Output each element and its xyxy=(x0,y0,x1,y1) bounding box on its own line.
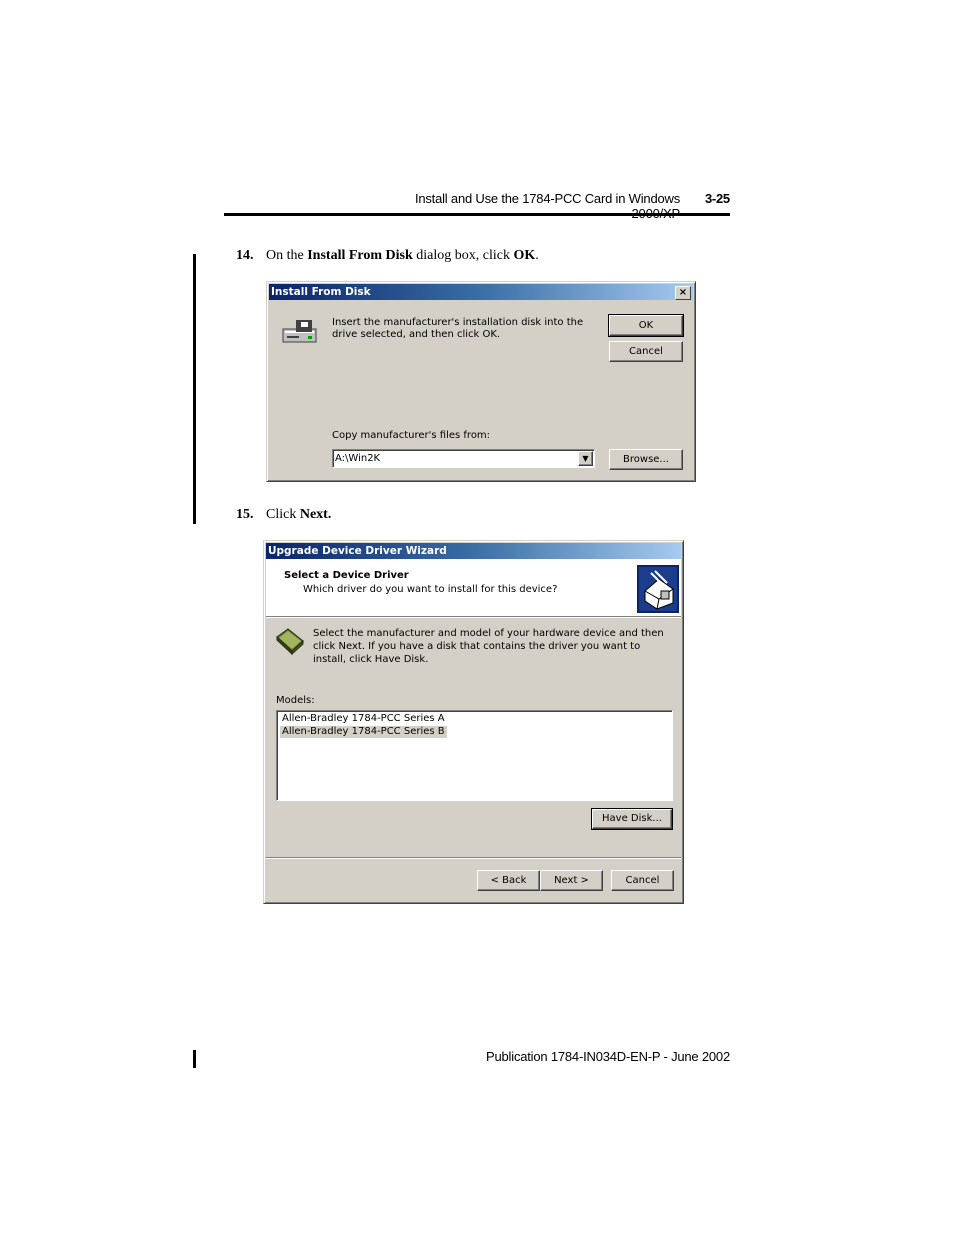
chevron-down-icon[interactable]: ▼ xyxy=(578,451,593,466)
step-15 xyxy=(236,507,331,523)
list-item-selected[interactable]: Allen-Bradley 1784-PCC Series B xyxy=(282,726,445,737)
driver-wizard-icon xyxy=(637,565,679,613)
ok-button[interactable]: OK xyxy=(609,315,683,336)
header-rule xyxy=(224,213,730,216)
dialog-title: Install From Disk xyxy=(271,286,371,298)
browse-button[interactable]: Browse... xyxy=(609,449,683,470)
step-bold-ok: OK xyxy=(513,248,536,263)
models-list[interactable] xyxy=(276,710,673,801)
back-button[interactable]: < Back xyxy=(477,870,540,891)
change-bar-footer xyxy=(193,1050,196,1068)
wizard-subheading: Which driver do you want to install for this device? xyxy=(303,584,558,595)
models-label: Models: xyxy=(276,695,315,706)
wizard-instructions: Select the manufacturer and model of your hardware device and then click Next. If you have a disk that contains the driver you want to install, click Have Disk. xyxy=(313,628,664,665)
step-text: On the xyxy=(266,248,308,263)
cancel-button[interactable]: Cancel xyxy=(611,870,674,891)
step-14 xyxy=(236,248,539,264)
wizard-titlebar xyxy=(266,543,681,559)
source-path-combobox[interactable] xyxy=(332,449,595,468)
wizard-header-panel xyxy=(266,559,681,617)
install-from-disk-dialog xyxy=(266,281,696,482)
source-path-value: A:\Win2K xyxy=(335,453,381,464)
step-text: . xyxy=(535,248,539,263)
wizard-heading: Select a Device Driver xyxy=(284,570,409,581)
running-header-title: Install and Use the 1784-PCC Card in Windows xyxy=(414,191,680,206)
publication-footer: Publication 1784-IN034D-EN-P - June 2002 xyxy=(486,1049,730,1064)
list-item[interactable]: Allen-Bradley 1784-PCC Series A xyxy=(282,713,445,724)
have-disk-button[interactable]: Have Disk... xyxy=(592,809,672,829)
step-bold-dialog-name: Install From Disk xyxy=(307,248,413,263)
close-button[interactable]: × xyxy=(675,286,691,300)
change-bar xyxy=(193,254,196,524)
install-message: Insert the manufacturer's installation disk into the drive selected, and then click OK. xyxy=(332,317,584,340)
upgrade-driver-wizard xyxy=(263,540,684,904)
step-bold-next: Next. xyxy=(299,507,332,522)
step-text: Click xyxy=(266,507,300,522)
dialog-titlebar xyxy=(269,284,693,300)
cancel-button[interactable]: Cancel xyxy=(609,341,683,362)
wizard-title: Upgrade Device Driver Wizard xyxy=(268,545,447,557)
wizard-separator xyxy=(266,857,681,859)
step-text: dialog box, click xyxy=(412,248,514,263)
pc-card-icon xyxy=(274,627,306,655)
page-number: 3-25 xyxy=(705,191,730,206)
floppy-drive-icon xyxy=(282,319,318,345)
step-number: 14. xyxy=(236,248,254,263)
copy-files-label: Copy manufacturer's files from: xyxy=(332,430,491,441)
step-number: 15. xyxy=(236,507,254,522)
next-button[interactable]: Next > xyxy=(540,870,603,891)
